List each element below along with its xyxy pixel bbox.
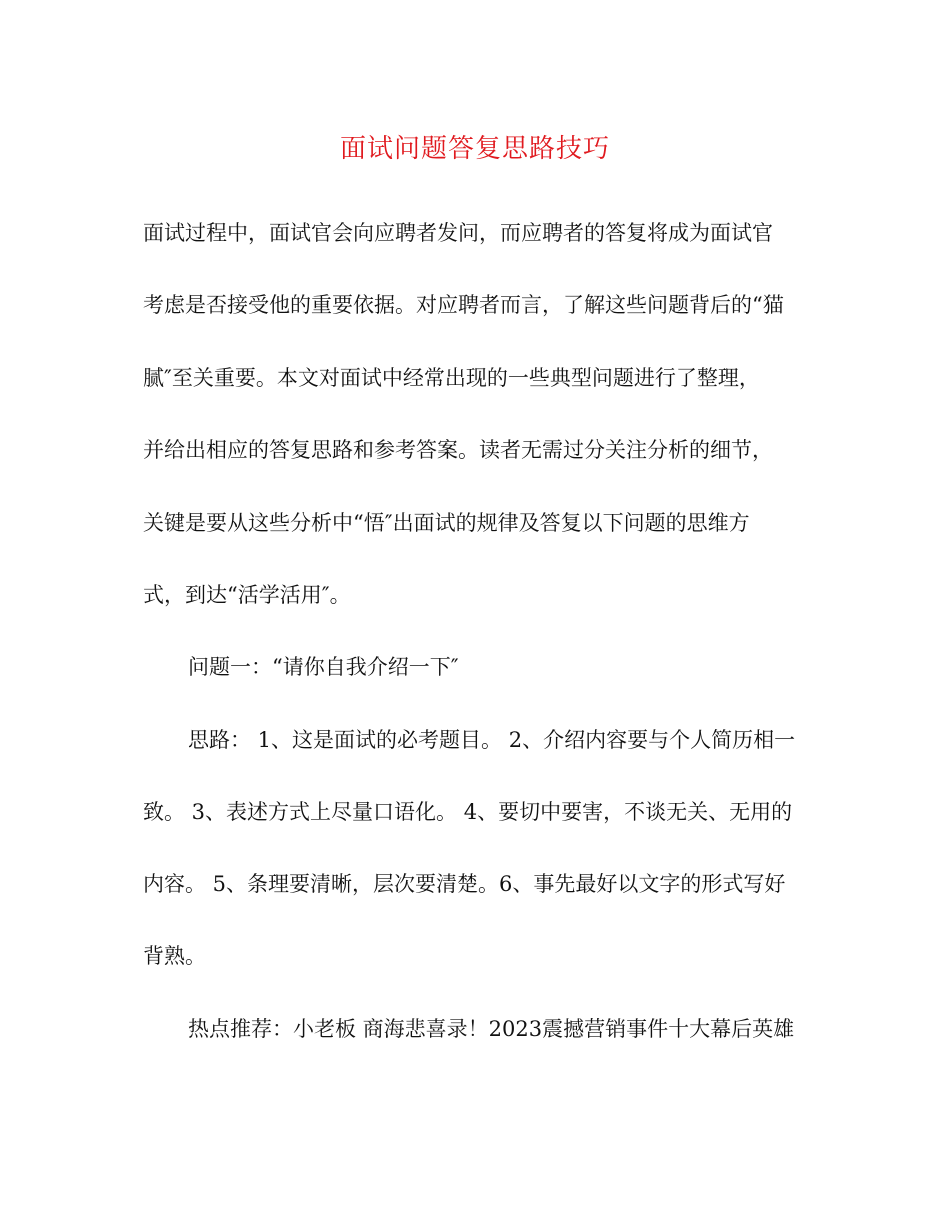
answer-line: 内容。 5、条理要清晰，层次要清楚。6、事先最好以文字的形式写好	[143, 872, 786, 896]
paragraph-line: 并给出相应的答复思路和参考答案。读者无需过分关注分析的细节，	[143, 438, 773, 462]
answer-line: 致。 3、表述方式上尽量口语化。 4、要切中要害，不谈无关、无用的	[143, 800, 793, 824]
paragraph-line: 腻″至关重要。本文对面试中经常出现的一些典型问题进行了整理，	[143, 366, 760, 390]
paragraph-line: 面试过程中，面试官会向应聘者发问，而应聘者的答复将成为面试官	[143, 221, 773, 245]
recommendation-line: 热点推荐：小老板 商海悲喜录！2023震撼营销事件十大幕后英雄	[188, 1017, 795, 1041]
answer-line: 背熟。	[143, 944, 206, 968]
paragraph-line: 式，到达“活学活用″。	[143, 583, 351, 607]
paragraph-line: 关键是要从这些分析中“悟″出面试的规律及答复以下问题的思维方	[143, 511, 750, 535]
answer-line: 思路： 1、这是面试的必考题目。 2、介绍内容要与个人简历相一	[188, 728, 796, 752]
document-title: 面试问题答复思路技巧	[339, 134, 610, 164]
paragraph-line: 考虑是否接受他的重要依据。对应聘者而言，了解这些问题背后的“猫	[143, 293, 784, 317]
question-heading: 问题一：“请你自我介绍一下″	[188, 655, 459, 679]
